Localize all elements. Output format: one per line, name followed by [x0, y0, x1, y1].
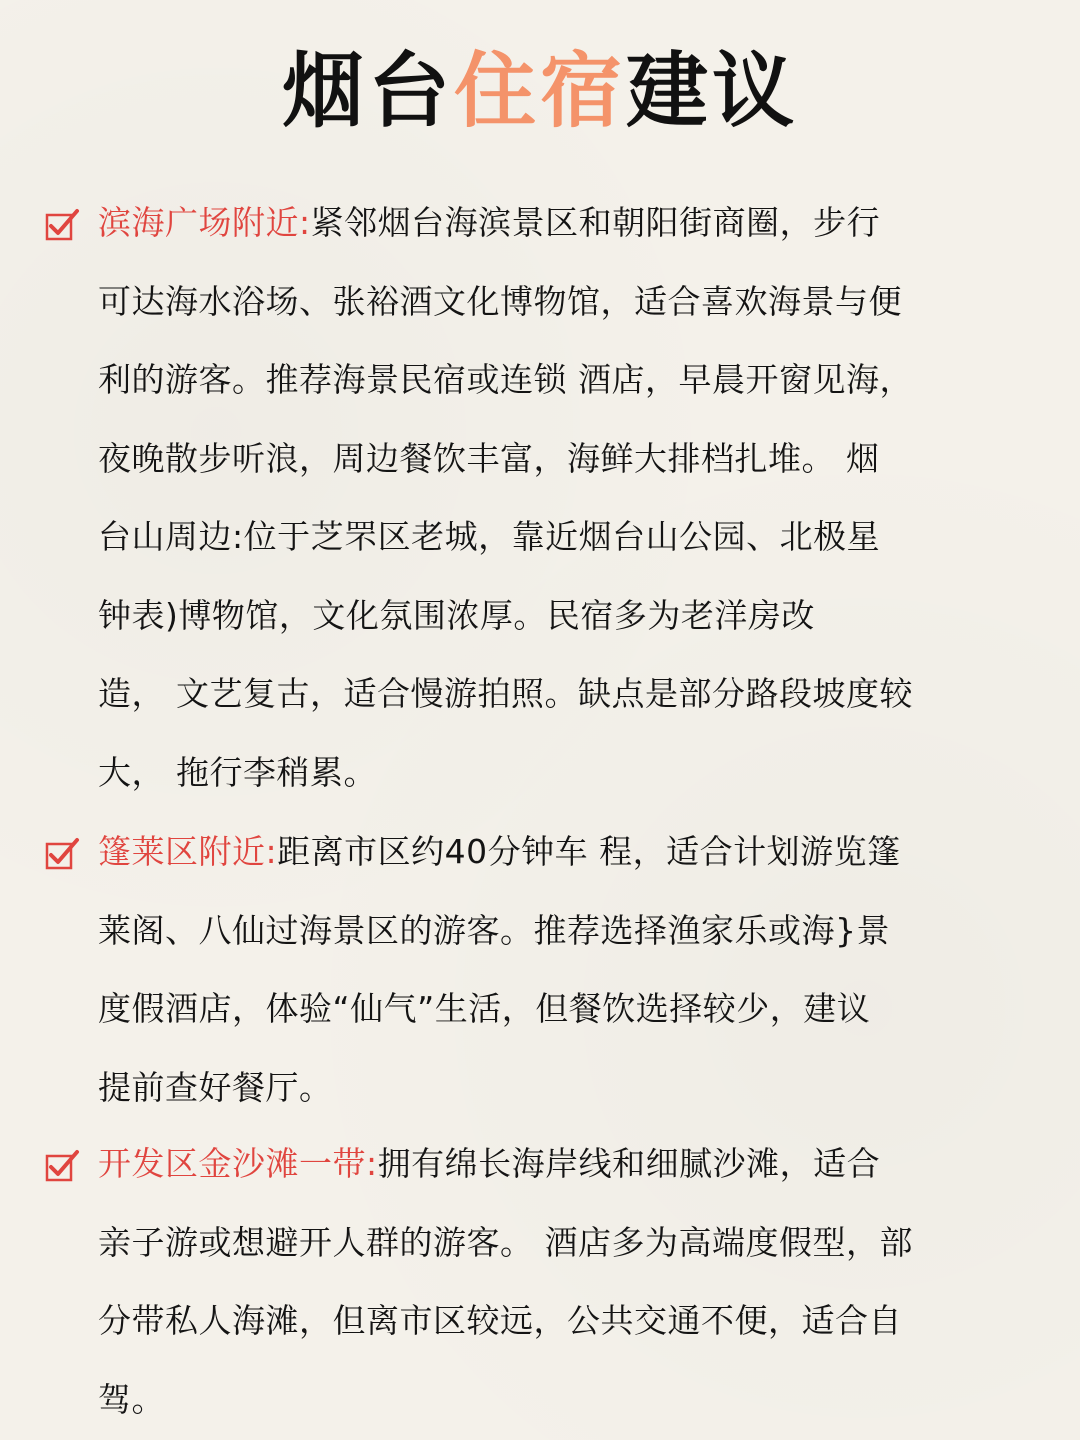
section-heading: 篷莱区附近:: [98, 832, 278, 871]
checkbox-check-icon: [44, 206, 80, 242]
text-line: 驾。: [98, 1379, 165, 1419]
section-heading: 滨海广场附近:: [98, 203, 311, 242]
checkbox-check-icon: [44, 835, 80, 871]
text-line: 亲子游或想避开人群的游客。 酒店多为高端度假型，部: [98, 1222, 913, 1262]
text-line: 钟表)博物馆，文化氛围浓厚。民宿多为老洋房改: [98, 595, 815, 635]
section-text: [98, 1125, 1008, 1439]
text-line: 利的游客。推荐海景民宿或连锁 酒店，早晨开窗见海，: [98, 360, 913, 399]
text-line: [98, 813, 1008, 892]
text-line: 造， 文艺复古，适合慢游拍照。缺点是部分路段坡度较: [98, 674, 913, 713]
section-text: [98, 184, 1008, 812]
title-part-advice: 建议: [626, 44, 799, 139]
text-line: 提前查好餐厅。: [98, 1067, 333, 1107]
text-line: [98, 1125, 1008, 1204]
section-heading: 开发区金沙滩一带:: [98, 1144, 378, 1183]
section-text: [98, 813, 1008, 1127]
text-line: 夜晚散步听浪，周边餐饮丰富，海鲜大排档扎堆。 烟: [98, 438, 880, 478]
checkbox-check-icon: [44, 1147, 80, 1183]
text-line: 莱阁、八仙过海景区的游客。推荐选择渔家乐或海}景: [98, 910, 890, 950]
text-line: 分带私人海滩，但离市区较远，公共交通不便，适合自: [98, 1301, 902, 1340]
title-part-city: 烟台: [281, 44, 454, 139]
text-line-content: 紧邻烟台海滨景区和朝阳街商圈，步行: [310, 203, 881, 242]
page-title: [0, 42, 1080, 142]
text-line: 大， 拖行李稍累。: [98, 752, 377, 792]
text-line: [98, 184, 1008, 263]
text-line: 可达海水浴场、张裕酒文化博物馆，适合喜欢海景与便: [98, 281, 902, 321]
text-line: 台山周边:位于芝罘区老城，靠近烟台山公园、北极星: [98, 517, 881, 556]
text-line-content: 拥有绵长海岸线和细腻沙滩，适合: [377, 1144, 881, 1183]
title-part-lodging: 住宿: [453, 44, 626, 139]
text-line-content: 距离市区约40分钟车 程，适合计划游览篷: [277, 832, 901, 871]
text-line: 度假酒店，体验“仙气”生活，但餐饮选择较少，建议: [98, 989, 871, 1028]
